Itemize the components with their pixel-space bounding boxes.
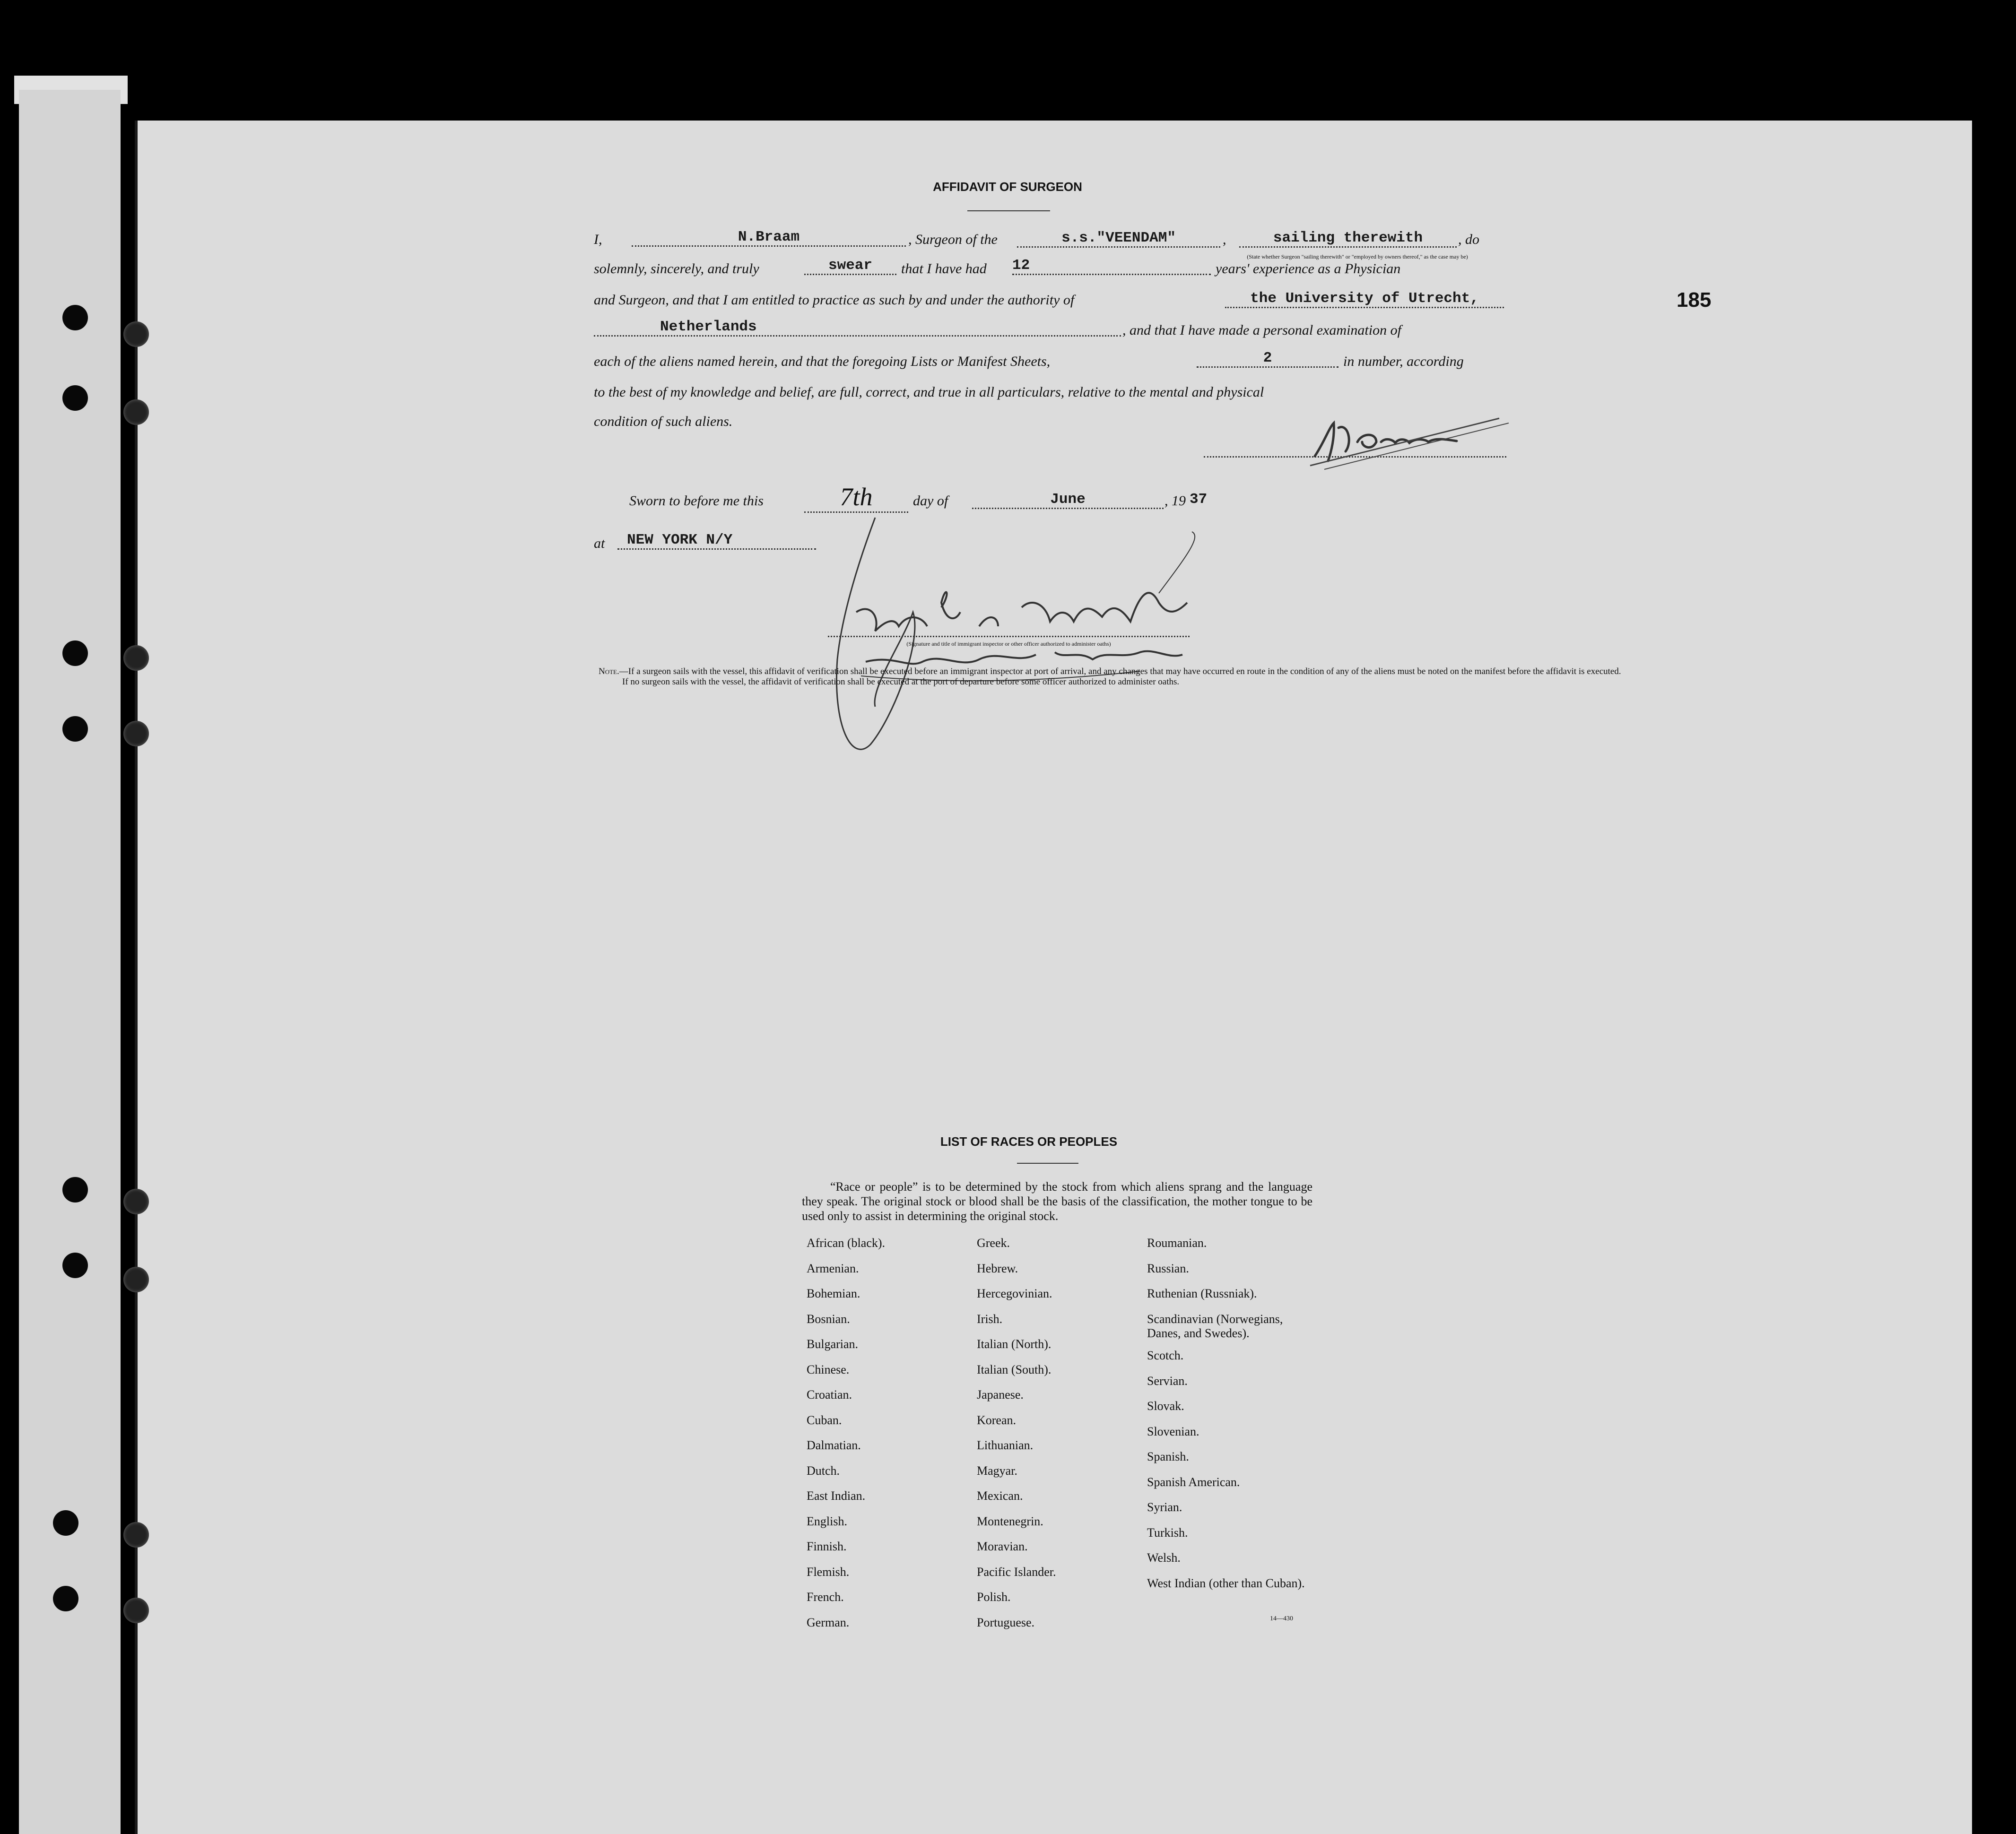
race-item: Slovak. [1147,1399,1184,1413]
authority-field: the University of Utrecht, [1225,290,1504,308]
condition-text: condition of such aliens. [594,414,733,429]
race-item: Irish. [977,1312,1003,1326]
inspector-signature [799,461,1272,773]
in-number-text: in number, according [1343,354,1464,369]
race-item: Finnish. [807,1540,847,1553]
race-item: Hebrew. [977,1261,1018,1275]
sworn-place-field: NEW YORK N/Y [617,532,816,550]
race-item: Portuguese. [977,1615,1035,1629]
punch-hole [123,399,149,425]
race-item: Greek. [977,1236,1010,1250]
punch-hole [62,716,88,742]
race-item: Slovenian. [1147,1424,1199,1438]
sworn-place-line [594,532,830,554]
vessel-field: s.s."VEENDAM" [1017,230,1220,248]
scan-border-top [0,0,2016,95]
surgeon-signature [1305,414,1542,470]
race-item: Bohemian. [807,1287,860,1300]
day-of-label: day of [913,493,948,509]
punch-hole [62,1177,88,1202]
best-text: to the best of my knowledge and belief, are full, correct, and true in all particulars, relative to the mental and physical [594,384,1264,400]
each-text: each of the aliens named herein, and that the foregoing Lists or Manifest Sheets, [594,354,1051,369]
race-item: Japanese. [977,1388,1024,1401]
punch-hole [53,1510,78,1536]
race-item: Chinese. [807,1362,850,1376]
race-item: German. [807,1615,850,1629]
punch-hole [53,1586,78,1611]
punch-hole [62,385,88,411]
binder-strip [19,90,121,1834]
race-item: Dutch. [807,1463,840,1478]
punch-hole [62,1253,88,1278]
punch-hole [62,305,88,330]
sworn-year: 37 [1190,491,1208,508]
sailing-note: (State whether Surgeon "sailing therewith" or "employed by owners thereof," as the case may be) [1247,253,1468,260]
note-text: —If a surgeon sails with the vessel, this affidavit of verification shall be executed before an immigrant inspector at port of arrival, and any changes that may have occurred en route in the condition of any of the aliens must be noted on the manifest before the affidavit is executed. [619,666,1621,676]
race-item: Dalmatian. [807,1438,861,1452]
race-item: Russian. [1147,1261,1189,1275]
manifest-page [135,121,1972,1834]
race-item: Mexican. [977,1489,1023,1503]
sworn-label: Sworn to before me this [629,493,764,509]
punch-hole [123,721,149,746]
race-item: Korean. [977,1413,1017,1427]
punch-hole [123,1189,149,1214]
do-label: , do [1458,232,1479,247]
examination-text: , and that I have made a personal examination of [1122,322,1401,338]
solemnly-label: solemnly, sincerely, and truly [594,261,759,277]
race-item: Bosnian. [807,1312,850,1326]
year-prefix: , 19 [1164,493,1186,509]
race-item: Cuban. [807,1413,842,1427]
signature-caption: (Signature and title of immigrant inspector or other officer authorized to administer oaths) [906,640,1111,647]
note-text-2: If no surgeon sails with the vessel, the affidavit of verification shall be executed at the port of departure before some officer authorized to administer oaths. [622,677,1180,687]
race-item: Spanish. [1147,1450,1189,1463]
race-item: Hercegovinian. [977,1287,1052,1300]
race-item: East Indian. [807,1489,866,1503]
sworn-day-field: 7th [804,482,908,513]
sworn-month-field: June [972,491,1164,509]
race-item: Syrian. [1147,1500,1182,1514]
i-label: I, [594,232,602,247]
race-item: West Indian (other than Cuban). [1147,1576,1305,1590]
race-item: Flemish. [807,1565,850,1579]
at-label: at [594,536,605,551]
race-item: Roumanian. [1147,1236,1207,1250]
race-item: Pacific Islander. [977,1565,1056,1579]
race-item: Italian (North). [977,1337,1051,1351]
had-label: that I have had [901,261,987,277]
affidavit-line-1 [594,229,1653,252]
race-item: African (black). [807,1236,886,1250]
punch-hole [123,1522,149,1548]
race-item: Spanish American. [1147,1475,1240,1489]
sailing-status-field: sailing therewith [1239,230,1457,248]
race-item: Bulgarian. [807,1337,859,1351]
race-item: Montenegrin. [977,1514,1043,1528]
affidavit-line-4 [594,320,1653,341]
title-rule [967,210,1050,211]
punch-hole [123,1267,149,1292]
race-item: Scandinavian (Norwegians, Danes, and Swedes). [1147,1312,1283,1340]
punch-hole [62,640,88,666]
race-item: Armenian. [807,1261,859,1275]
authority-field-continued: Netherlands [594,319,1121,337]
race-item: Lithuanian. [977,1438,1034,1452]
race-item: Servian. [1147,1374,1188,1388]
race-item: English. [807,1514,847,1528]
race-item: Scotch. [1147,1349,1184,1362]
punch-hole [123,1598,149,1623]
race-item: Turkish. [1147,1525,1188,1540]
race-item: Magyar. [977,1463,1017,1478]
race-item: French. [807,1590,844,1604]
races-title-rule [1017,1163,1078,1164]
page-number: 185 [1677,288,1712,311]
race-item: Polish. [977,1590,1011,1604]
punch-hole [123,645,149,671]
sheets-count-field: 2 [1197,350,1338,368]
punch-hole [123,321,149,347]
form-number: 14—430 [1270,1615,1293,1622]
affidavit-title: AFFIDAVIT OF SURGEON [933,180,1082,194]
race-item: Italian (South). [977,1362,1051,1376]
years-field: 12 [1012,257,1211,275]
note-label: Note. [599,666,619,676]
surgeon-of-label: , Surgeon of the [908,232,998,247]
oath-type-field: swear [804,257,896,275]
years-label: years' experience as a Physician [1216,261,1401,277]
and-surgeon-text: and Surgeon, and that I am entitled to practice as such by and under the authority of [594,292,1075,308]
races-title: LIST OF RACES OR PEOPLES [940,1134,1118,1149]
note-block [599,666,1643,687]
races-intro: “Race or people” is to be determined by the stock from which aliens sprang and the language they speak. The original stock or blood shall be the basis of the classification, the mother tongue to be used only to assist in determining the original stock. [802,1180,1312,1223]
race-item: Croatian. [807,1388,852,1401]
race-item: Moravian. [977,1540,1028,1553]
affidavit-line-2 [594,257,1653,282]
affidavit-line-5 [594,350,1653,374]
race-item: Welsh. [1147,1551,1181,1565]
comma: , [1223,232,1226,247]
surgeon-name-field: N.Braam [632,229,906,247]
race-item: Ruthenian (Russniak). [1147,1287,1257,1300]
affidavit-line-3 [594,292,1653,313]
